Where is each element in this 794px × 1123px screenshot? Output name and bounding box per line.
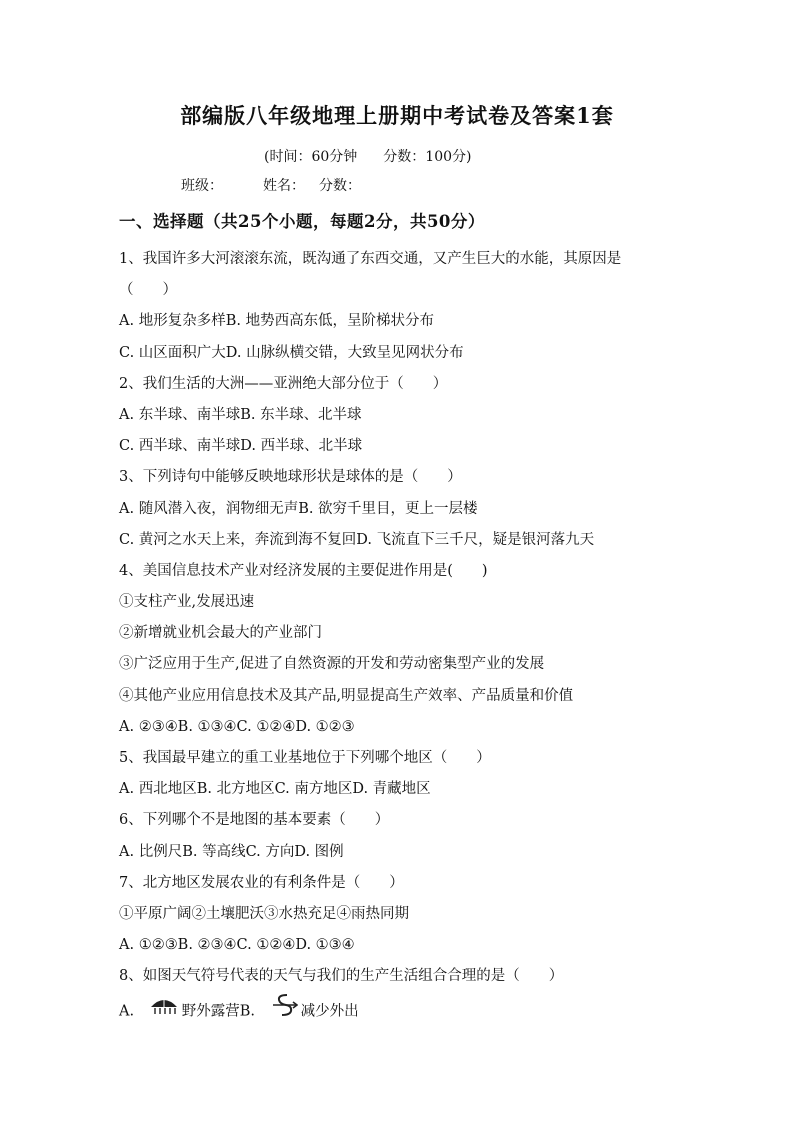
- question-line: 5、我国最早建立的重工业基地位于下列哪个地区（ ）: [119, 750, 491, 766]
- page-title: 部编版八年级地理上册期中考试卷及答案1套: [180, 103, 614, 128]
- option-line: C. 西半球、南半球D. 西半球、北半球: [119, 438, 363, 455]
- question-line: （ ）: [119, 282, 177, 299]
- statement-line: ④其他产业应用信息技术及其产品,明显提高生产效率、产品质量和价值: [119, 687, 574, 704]
- option-b-text: 减少外出: [300, 1003, 359, 1019]
- question-line: 1、我国许多大河滚滚东流，既沟通了东西交通，又产生巨大的水能，其原因是: [119, 251, 622, 267]
- points-label: 分数：: [319, 178, 361, 194]
- rain-shower-icon: [149, 994, 179, 1028]
- question-line: 3、下列诗句中能够反映地球形状是球体的是（ ）: [119, 469, 462, 486]
- option-line: C. 山区面积广大D. 山脉纵横交错，大致呈见网状分布: [119, 344, 464, 361]
- option-line: A. 地形复杂多样B. 地势西高东低，呈阶梯状分布: [119, 313, 435, 330]
- question-line: 6、下列哪个不是地图的基本要素（ ）: [119, 812, 390, 829]
- question-line: 2、我们生活的大洲——亚洲绝大部分位于（ ）: [119, 375, 448, 392]
- option-line: A. 比例尺B. 等高线C. 方向D. 图例: [119, 843, 344, 860]
- statement-line: ①平原广阔②土壤肥沃③水热充足④雨热同期: [119, 905, 409, 922]
- name-label: 姓名：: [263, 178, 305, 194]
- score-info: 分数：100分): [383, 149, 472, 165]
- q8-option-line: [119, 993, 709, 1027]
- option-line: A. ①②③B. ②③④C. ①②④D. ①③④: [119, 937, 355, 954]
- option-a-text: 野外露营B.: [181, 1003, 255, 1019]
- question-list: [119, 244, 709, 1027]
- question-line: 7、北方地区发展农业的有利条件是（ ）: [119, 874, 404, 891]
- option-line: A. 东半球、南半球B. 东半球、北半球: [119, 406, 362, 423]
- class-label: 班级：: [181, 178, 223, 194]
- question-line: 8、如图天气符号代表的天气与我们的生产生活组合合理的是（ ）: [119, 968, 564, 985]
- statement-line: ②新增就业机会最大的产业部门: [119, 625, 322, 642]
- student-info-line: [181, 175, 361, 195]
- option-line: C. 黄河之水天上来，奔流到海不复回D. 飞流直下三千尺，疑是银河落九天: [119, 531, 595, 548]
- option-line: A. 西北地区B. 北方地区C. 南方地区D. 青藏地区: [119, 781, 431, 798]
- time-info: (时间：60分钟: [264, 149, 358, 165]
- option-a-prefix: A.: [119, 1003, 135, 1019]
- section-heading: 一、选择题（共25个小题，每题2分，共50分）: [119, 212, 485, 231]
- question-line: 4、美国信息技术产业对经济发展的主要促进作用是( ): [119, 562, 488, 579]
- statement-line: ①支柱产业,发展迅速: [119, 594, 255, 611]
- option-line: A. 随风潜入夜，润物细无声B. 欲穷千里目，更上一层楼: [119, 500, 478, 517]
- statement-line: ③广泛应用于生产,促进了自然资源的开发和劳动密集型产业的发展: [119, 656, 545, 673]
- exam-meta: [264, 146, 471, 166]
- sandstorm-icon: [272, 993, 298, 1030]
- option-line: A. ②③④B. ①③④C. ①②④D. ①②③: [119, 718, 355, 735]
